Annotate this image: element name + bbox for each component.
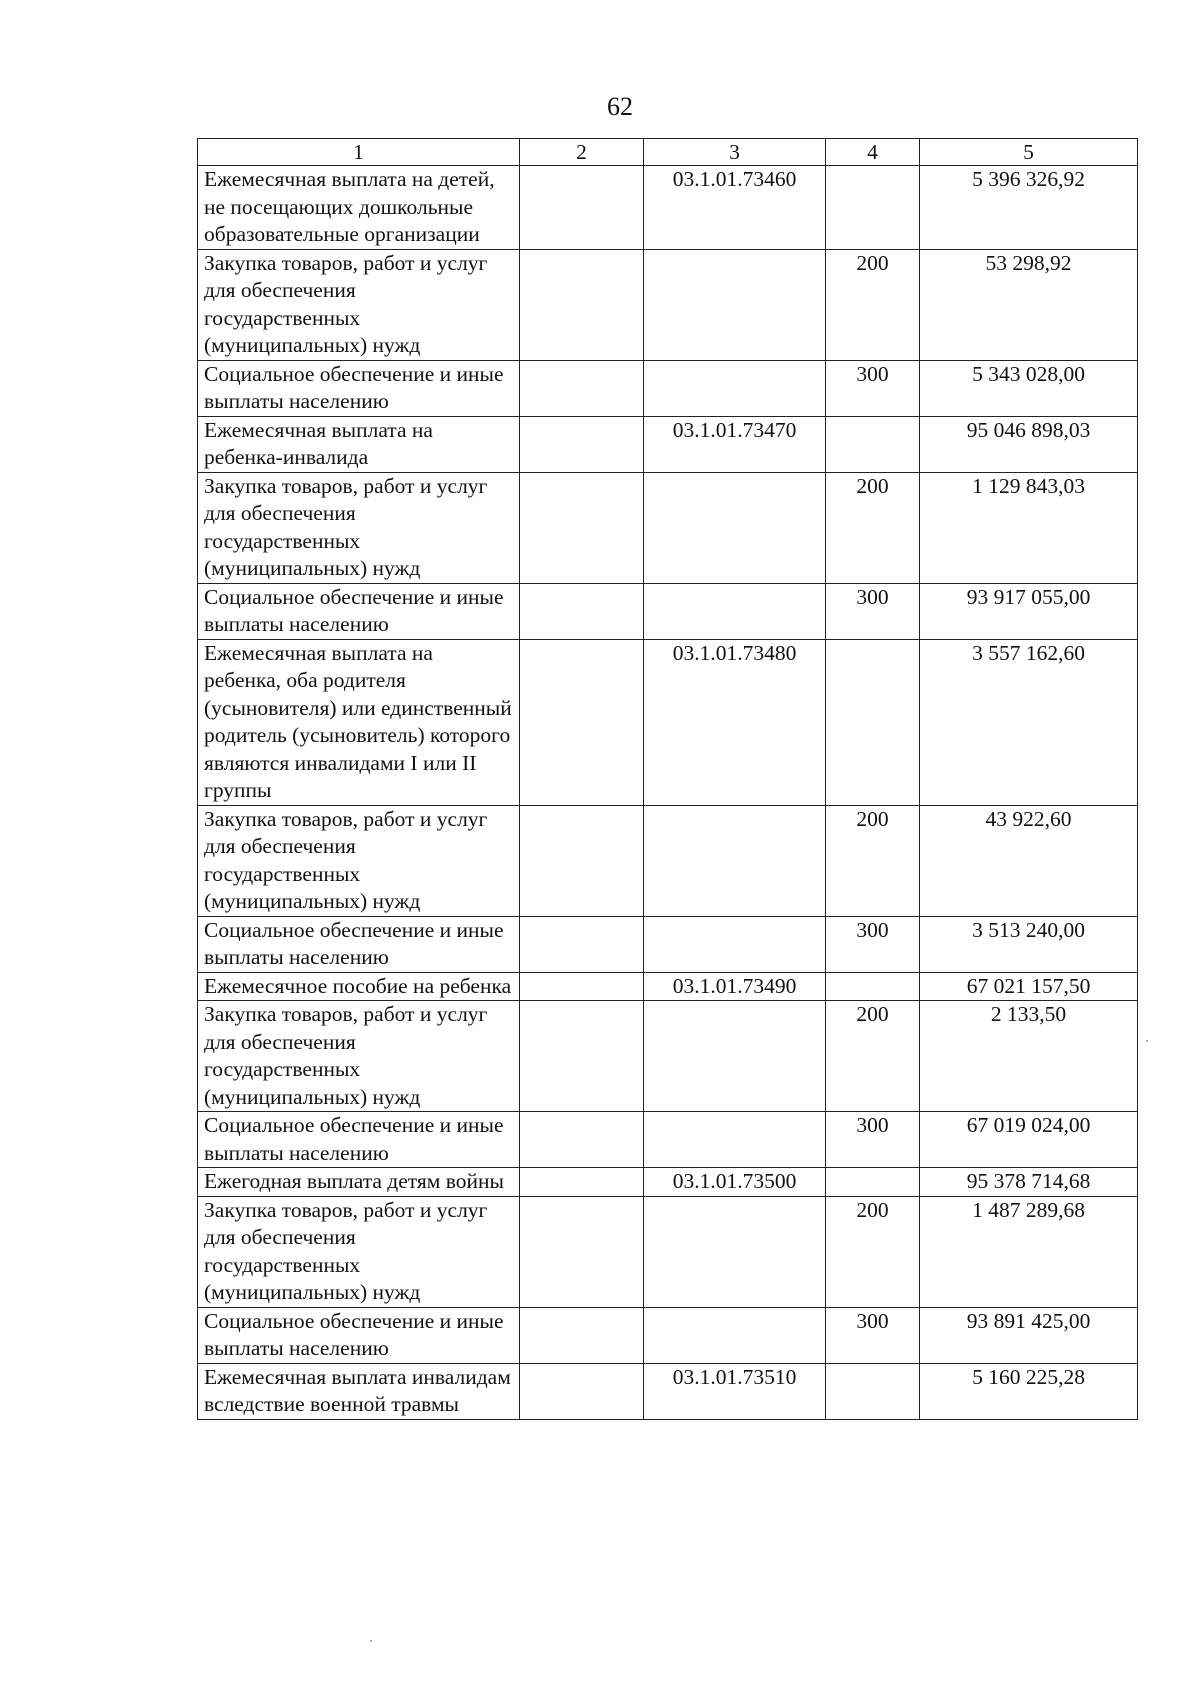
row-sum: 1 487 289,68	[920, 1196, 1138, 1307]
row-name: Закупка товаров, работ и услуг для обеспечения государственных (муниципальных) нужд	[198, 249, 520, 360]
row-col2	[520, 1363, 644, 1419]
row-sum: 1 129 843,03	[920, 472, 1138, 583]
row-code	[644, 1196, 826, 1307]
row-sum: 67 021 157,50	[920, 972, 1138, 1001]
row-name: Закупка товаров, работ и услуг для обеспечения государственных (муниципальных) нужд	[198, 1196, 520, 1307]
row-code	[644, 583, 826, 639]
column-header-2: 2	[520, 139, 644, 166]
row-sum: 2 133,50	[920, 1001, 1138, 1112]
table-row	[198, 472, 1138, 583]
budget-table	[197, 138, 1138, 1420]
row-sum: 93 917 055,00	[920, 583, 1138, 639]
row-name: Закупка товаров, работ и услуг для обеспечения государственных (муниципальных) нужд	[198, 1001, 520, 1112]
row-kvr	[826, 1363, 920, 1419]
row-sum: 3 557 162,60	[920, 639, 1138, 805]
row-kvr	[826, 166, 920, 250]
row-code: 03.1.01.73460	[644, 166, 826, 250]
row-kvr: 300	[826, 1307, 920, 1363]
row-kvr: 200	[826, 805, 920, 916]
row-sum: 95 378 714,68	[920, 1168, 1138, 1197]
row-name: Закупка товаров, работ и услуг для обеспечения государственных (муниципальных) нужд	[198, 472, 520, 583]
row-col2	[520, 916, 644, 972]
table-row	[198, 1112, 1138, 1168]
row-kvr	[826, 1168, 920, 1197]
row-name: Социальное обеспечение и иные выплаты населению	[198, 1112, 520, 1168]
row-name: Социальное обеспечение и иные выплаты населению	[198, 1307, 520, 1363]
row-col2	[520, 639, 644, 805]
row-name: Ежемесячная выплата инвалидам вследствие военной травмы	[198, 1363, 520, 1419]
scan-speck	[1146, 1040, 1148, 1042]
row-col2	[520, 1001, 644, 1112]
row-code	[644, 1307, 826, 1363]
row-name: Ежегодная выплата детям войны	[198, 1168, 520, 1197]
row-col2	[520, 1196, 644, 1307]
column-header-4: 4	[826, 139, 920, 166]
row-col2	[520, 583, 644, 639]
row-kvr	[826, 972, 920, 1001]
row-code	[644, 249, 826, 360]
row-col2	[520, 166, 644, 250]
table-row	[198, 1168, 1138, 1197]
row-code: 03.1.01.73510	[644, 1363, 826, 1419]
row-kvr	[826, 416, 920, 472]
row-kvr	[826, 639, 920, 805]
header-row	[198, 139, 1138, 166]
row-kvr: 300	[826, 583, 920, 639]
row-code: 03.1.01.73480	[644, 639, 826, 805]
row-sum: 5 343 028,00	[920, 360, 1138, 416]
row-kvr: 300	[826, 1112, 920, 1168]
row-kvr: 200	[826, 1196, 920, 1307]
row-sum: 3 513 240,00	[920, 916, 1138, 972]
scan-speck	[370, 1640, 372, 1642]
row-name: Ежемесячное пособие на ребенка	[198, 972, 520, 1001]
table-row	[198, 1307, 1138, 1363]
row-name: Социальное обеспечение и иные выплаты населению	[198, 583, 520, 639]
row-sum: 5 160 225,28	[920, 1363, 1138, 1419]
row-code	[644, 1112, 826, 1168]
row-col2	[520, 472, 644, 583]
table-row	[198, 1196, 1138, 1307]
table-row	[198, 416, 1138, 472]
table-row	[198, 1363, 1138, 1419]
table-row	[198, 360, 1138, 416]
row-name: Социальное обеспечение и иные выплаты населению	[198, 360, 520, 416]
row-code	[644, 1001, 826, 1112]
table-row	[198, 249, 1138, 360]
row-sum: 95 046 898,03	[920, 416, 1138, 472]
row-code: 03.1.01.73500	[644, 1168, 826, 1197]
row-code	[644, 360, 826, 416]
row-sum: 93 891 425,00	[920, 1307, 1138, 1363]
row-code	[644, 805, 826, 916]
row-name: Ежемесячная выплата на ребенка-инвалида	[198, 416, 520, 472]
table-row	[198, 805, 1138, 916]
row-kvr: 200	[826, 472, 920, 583]
table-row	[198, 639, 1138, 805]
row-sum: 67 019 024,00	[920, 1112, 1138, 1168]
row-kvr: 300	[826, 916, 920, 972]
row-col2	[520, 360, 644, 416]
column-header-3: 3	[644, 139, 826, 166]
row-col2	[520, 805, 644, 916]
table-body	[198, 166, 1138, 1420]
row-code	[644, 916, 826, 972]
row-col2	[520, 249, 644, 360]
row-sum: 5 396 326,92	[920, 166, 1138, 250]
row-code: 03.1.01.73490	[644, 972, 826, 1001]
table-row	[198, 972, 1138, 1001]
row-name: Ежемесячная выплата на детей, не посещающих дошкольные образовательные организации	[198, 166, 520, 250]
row-name: Закупка товаров, работ и услуг для обеспечения государственных (муниципальных) нужд	[198, 805, 520, 916]
row-col2	[520, 1112, 644, 1168]
row-col2	[520, 1307, 644, 1363]
row-col2	[520, 972, 644, 1001]
row-kvr: 200	[826, 249, 920, 360]
column-header-1: 1	[198, 139, 520, 166]
row-code: 03.1.01.73470	[644, 416, 826, 472]
row-sum: 43 922,60	[920, 805, 1138, 916]
table-row	[198, 1001, 1138, 1112]
table-row	[198, 916, 1138, 972]
row-name: Ежемесячная выплата на ребенка, оба родителя (усыновителя) или единственный родитель (усыновитель) которого являются инвалидами I или II группы	[198, 639, 520, 805]
row-col2	[520, 416, 644, 472]
row-sum: 53 298,92	[920, 249, 1138, 360]
column-header-5: 5	[920, 139, 1138, 166]
table-row	[198, 166, 1138, 250]
row-col2	[520, 1168, 644, 1197]
row-kvr: 200	[826, 1001, 920, 1112]
row-code	[644, 472, 826, 583]
row-name: Социальное обеспечение и иные выплаты населению	[198, 916, 520, 972]
row-kvr: 300	[826, 360, 920, 416]
table-row	[198, 583, 1138, 639]
page-number: 62	[607, 92, 633, 121]
